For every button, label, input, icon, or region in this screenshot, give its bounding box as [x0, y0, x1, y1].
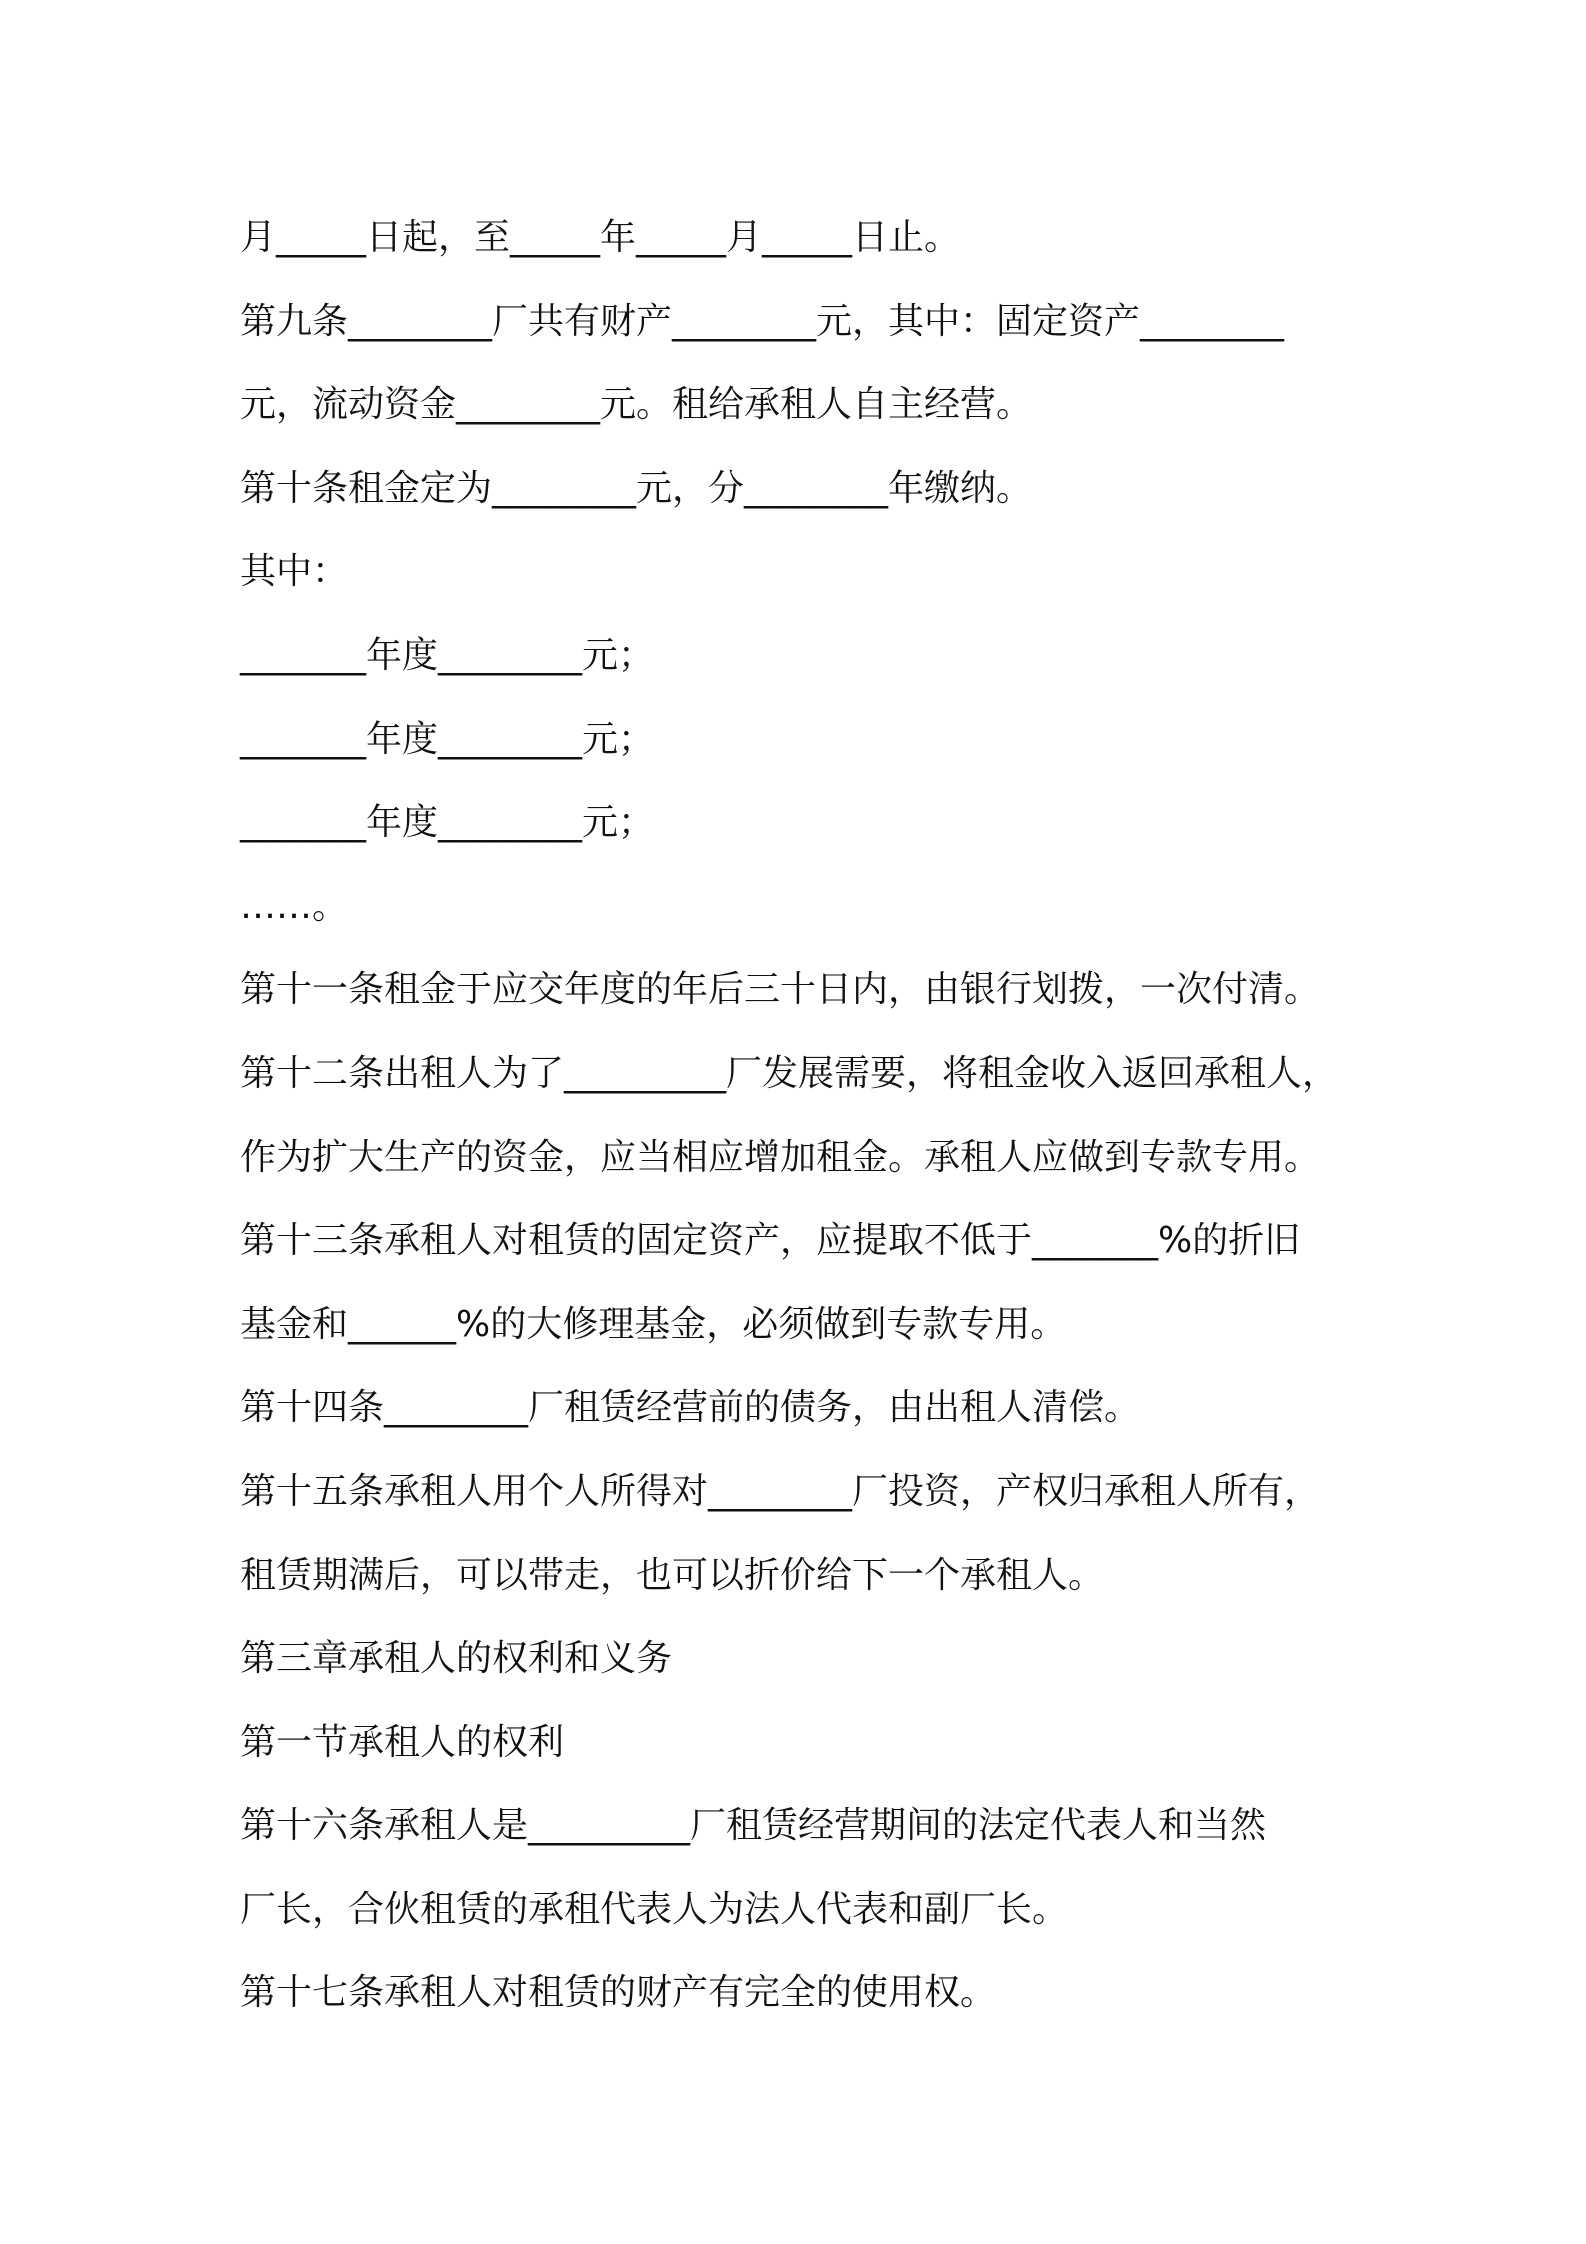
text-line: 元，流动资金________元。租给承租人自主经营。: [240, 384, 1033, 426]
text-line: 第十条租金定为________元，分________年缴纳。: [240, 467, 1033, 509]
text-line: 第十五条承租人用个人所得对________厂投资，产权归承租人所有，: [240, 1470, 1321, 1512]
chapter-heading: 第三章承租人的权利和义务: [240, 1638, 673, 1680]
text-line: _______年度________元；: [240, 802, 655, 844]
text-line: 第十七条承租人对租赁的财产有完全的使用权。: [240, 1972, 997, 2014]
text-line: _______年度________元；: [240, 634, 655, 676]
text-line: 厂长，合伙租赁的承租代表人为法人代表和副厂长。: [240, 1888, 1069, 1930]
text-line: 第十一条租金于应交年度的年后三十日内，由银行划拨，一次付清。: [240, 969, 1321, 1011]
text-line: 月_____日起，至_____年_____月_____日止。: [240, 217, 961, 258]
text-line: _______年度________元；: [240, 718, 655, 760]
text-line: 第十四条________厂租赁经营前的债务，由出租人清偿。: [240, 1387, 1141, 1429]
text-line: ……。: [240, 885, 349, 927]
text-line: 作为扩大生产的资金，应当相应增加租金。承租人应做到专款专用。: [240, 1136, 1321, 1178]
text-line: 第十六条承租人是_________厂租赁经营期间的法定代表人和当然: [240, 1805, 1267, 1847]
section-heading: 第一节承租人的权利: [240, 1721, 565, 1763]
text-line: 第九条________厂共有财产________元，其中：固定资产________: [240, 300, 1285, 342]
text-line: 租赁期满后，可以带走，也可以折价给下一个承租人。: [240, 1554, 1105, 1596]
text-line: 其中：: [240, 551, 349, 593]
document-body: [240, 196, 1380, 2035]
text-line: 第十三条承租人对租赁的固定资产，应提取不低于_______%的折旧: [240, 1220, 1301, 1262]
text-line: 第十二条出租人为了_________厂发展需要，将租金收入返回承租人，: [240, 1052, 1339, 1094]
text-line: 基金和______%的大修理基金，必须做到专款专用。: [240, 1303, 1067, 1345]
